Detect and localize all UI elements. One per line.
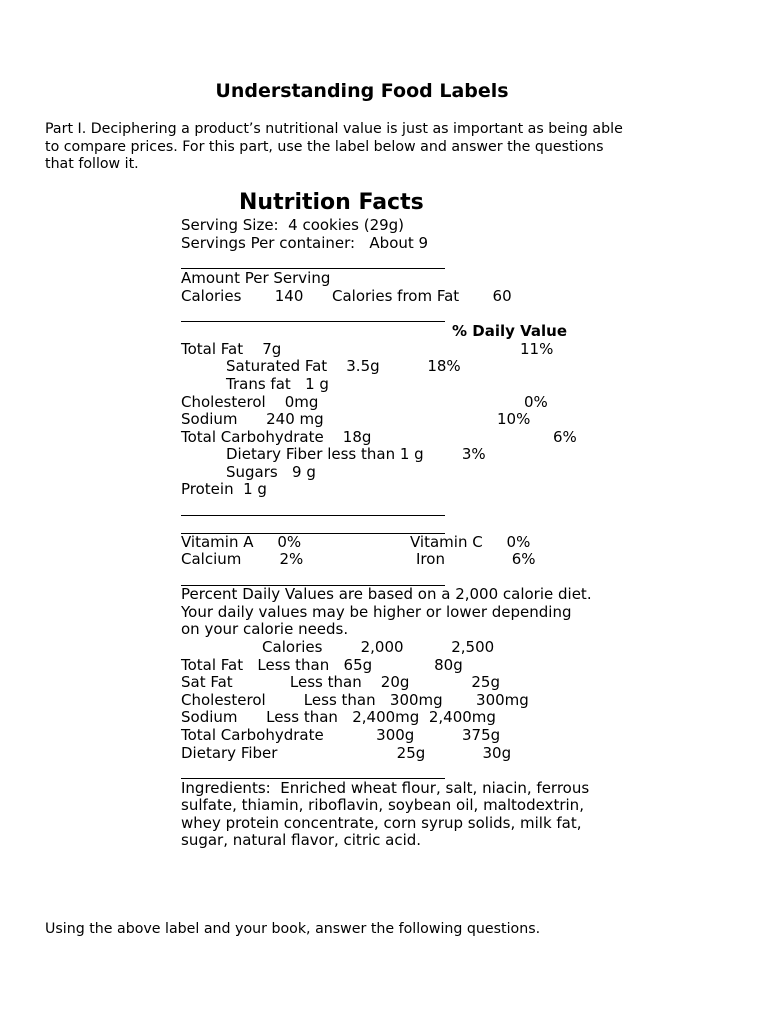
saturated-fat: Saturated Fat 3.5g 18% bbox=[226, 357, 461, 375]
amount-per-serving: Amount Per Serving bbox=[181, 269, 331, 287]
total-carbohydrate: Total Carbohydrate 18g bbox=[181, 428, 372, 446]
dv-table-header: Calories 2,000 2,500 bbox=[181, 638, 495, 656]
intro-paragraph bbox=[45, 121, 735, 174]
divider-rule bbox=[181, 515, 445, 516]
daily-value-header: % Daily Value bbox=[452, 322, 568, 340]
dv-table-row: Sodium Less than 2,400mg 2,400mg bbox=[181, 708, 496, 726]
cholesterol-percent: 0% bbox=[524, 393, 548, 411]
dv-table-row: Cholesterol Less than 300mg 300mg bbox=[181, 691, 529, 709]
calories-line: Calories 140 Calories from Fat 60 bbox=[181, 287, 512, 305]
dietary-fiber: Dietary Fiber less than 1 g 3% bbox=[226, 445, 486, 463]
vitamin-a: Vitamin A 0% bbox=[181, 533, 302, 551]
iron: Iron 6% bbox=[416, 550, 536, 568]
footnote-line: Your daily values may be higher or lower depending bbox=[181, 603, 572, 621]
vitamin-c: Vitamin C 0% bbox=[410, 533, 531, 551]
trans-fat: Trans fat 1 g bbox=[226, 375, 329, 393]
servings-per-container: Servings Per container: About 9 bbox=[181, 234, 429, 252]
divider-rule bbox=[181, 321, 445, 322]
dv-table-row: Total Carbohydrate 300g 375g bbox=[181, 726, 501, 744]
questions-instruction: Using the above label and your book, answer the following questions. bbox=[45, 921, 541, 937]
intro-line: to compare prices. For this part, use the label below and answer the questions bbox=[45, 138, 604, 155]
sodium-percent: 10% bbox=[497, 410, 531, 428]
ingredients-line: whey protein concentrate, corn syrup solids, milk fat, bbox=[181, 814, 582, 832]
intro-line: Part I. Deciphering a product’s nutritional value is just as important as being able bbox=[45, 121, 623, 137]
dv-table-row: Dietary Fiber 25g 30g bbox=[181, 744, 512, 762]
ingredients-line: Ingredients: Enriched wheat flour, salt, niacin, ferrous bbox=[181, 779, 590, 797]
page-title: Understanding Food Labels bbox=[215, 80, 509, 102]
total-carbohydrate-percent: 6% bbox=[553, 428, 577, 446]
total-fat: Total Fat 7g bbox=[181, 340, 282, 358]
sodium: Sodium 240 mg bbox=[181, 410, 324, 428]
ingredients-line: sugar, natural flavor, citric acid. bbox=[181, 831, 422, 849]
footnote-line: Percent Daily Values are based on a 2,000 calorie diet. bbox=[181, 585, 592, 603]
nutrition-facts-title: Nutrition Facts bbox=[239, 190, 424, 215]
intro-line: that follow it. bbox=[45, 156, 139, 172]
cholesterol: Cholesterol 0mg bbox=[181, 393, 319, 411]
dv-table-row: Total Fat Less than 65g 80g bbox=[181, 656, 463, 674]
dv-table-row: Sat Fat Less than 20g 25g bbox=[181, 673, 500, 691]
calcium: Calcium 2% bbox=[181, 550, 304, 568]
footnote-line: on your calorie needs. bbox=[181, 620, 349, 638]
total-fat-percent: 11% bbox=[520, 340, 554, 358]
sugars: Sugars 9 g bbox=[226, 463, 316, 481]
protein: Protein 1 g bbox=[181, 480, 267, 498]
serving-size: Serving Size: 4 cookies (29g) bbox=[181, 216, 405, 234]
ingredients-line: sulfate, thiamin, riboflavin, soybean oil, maltodextrin, bbox=[181, 796, 584, 814]
